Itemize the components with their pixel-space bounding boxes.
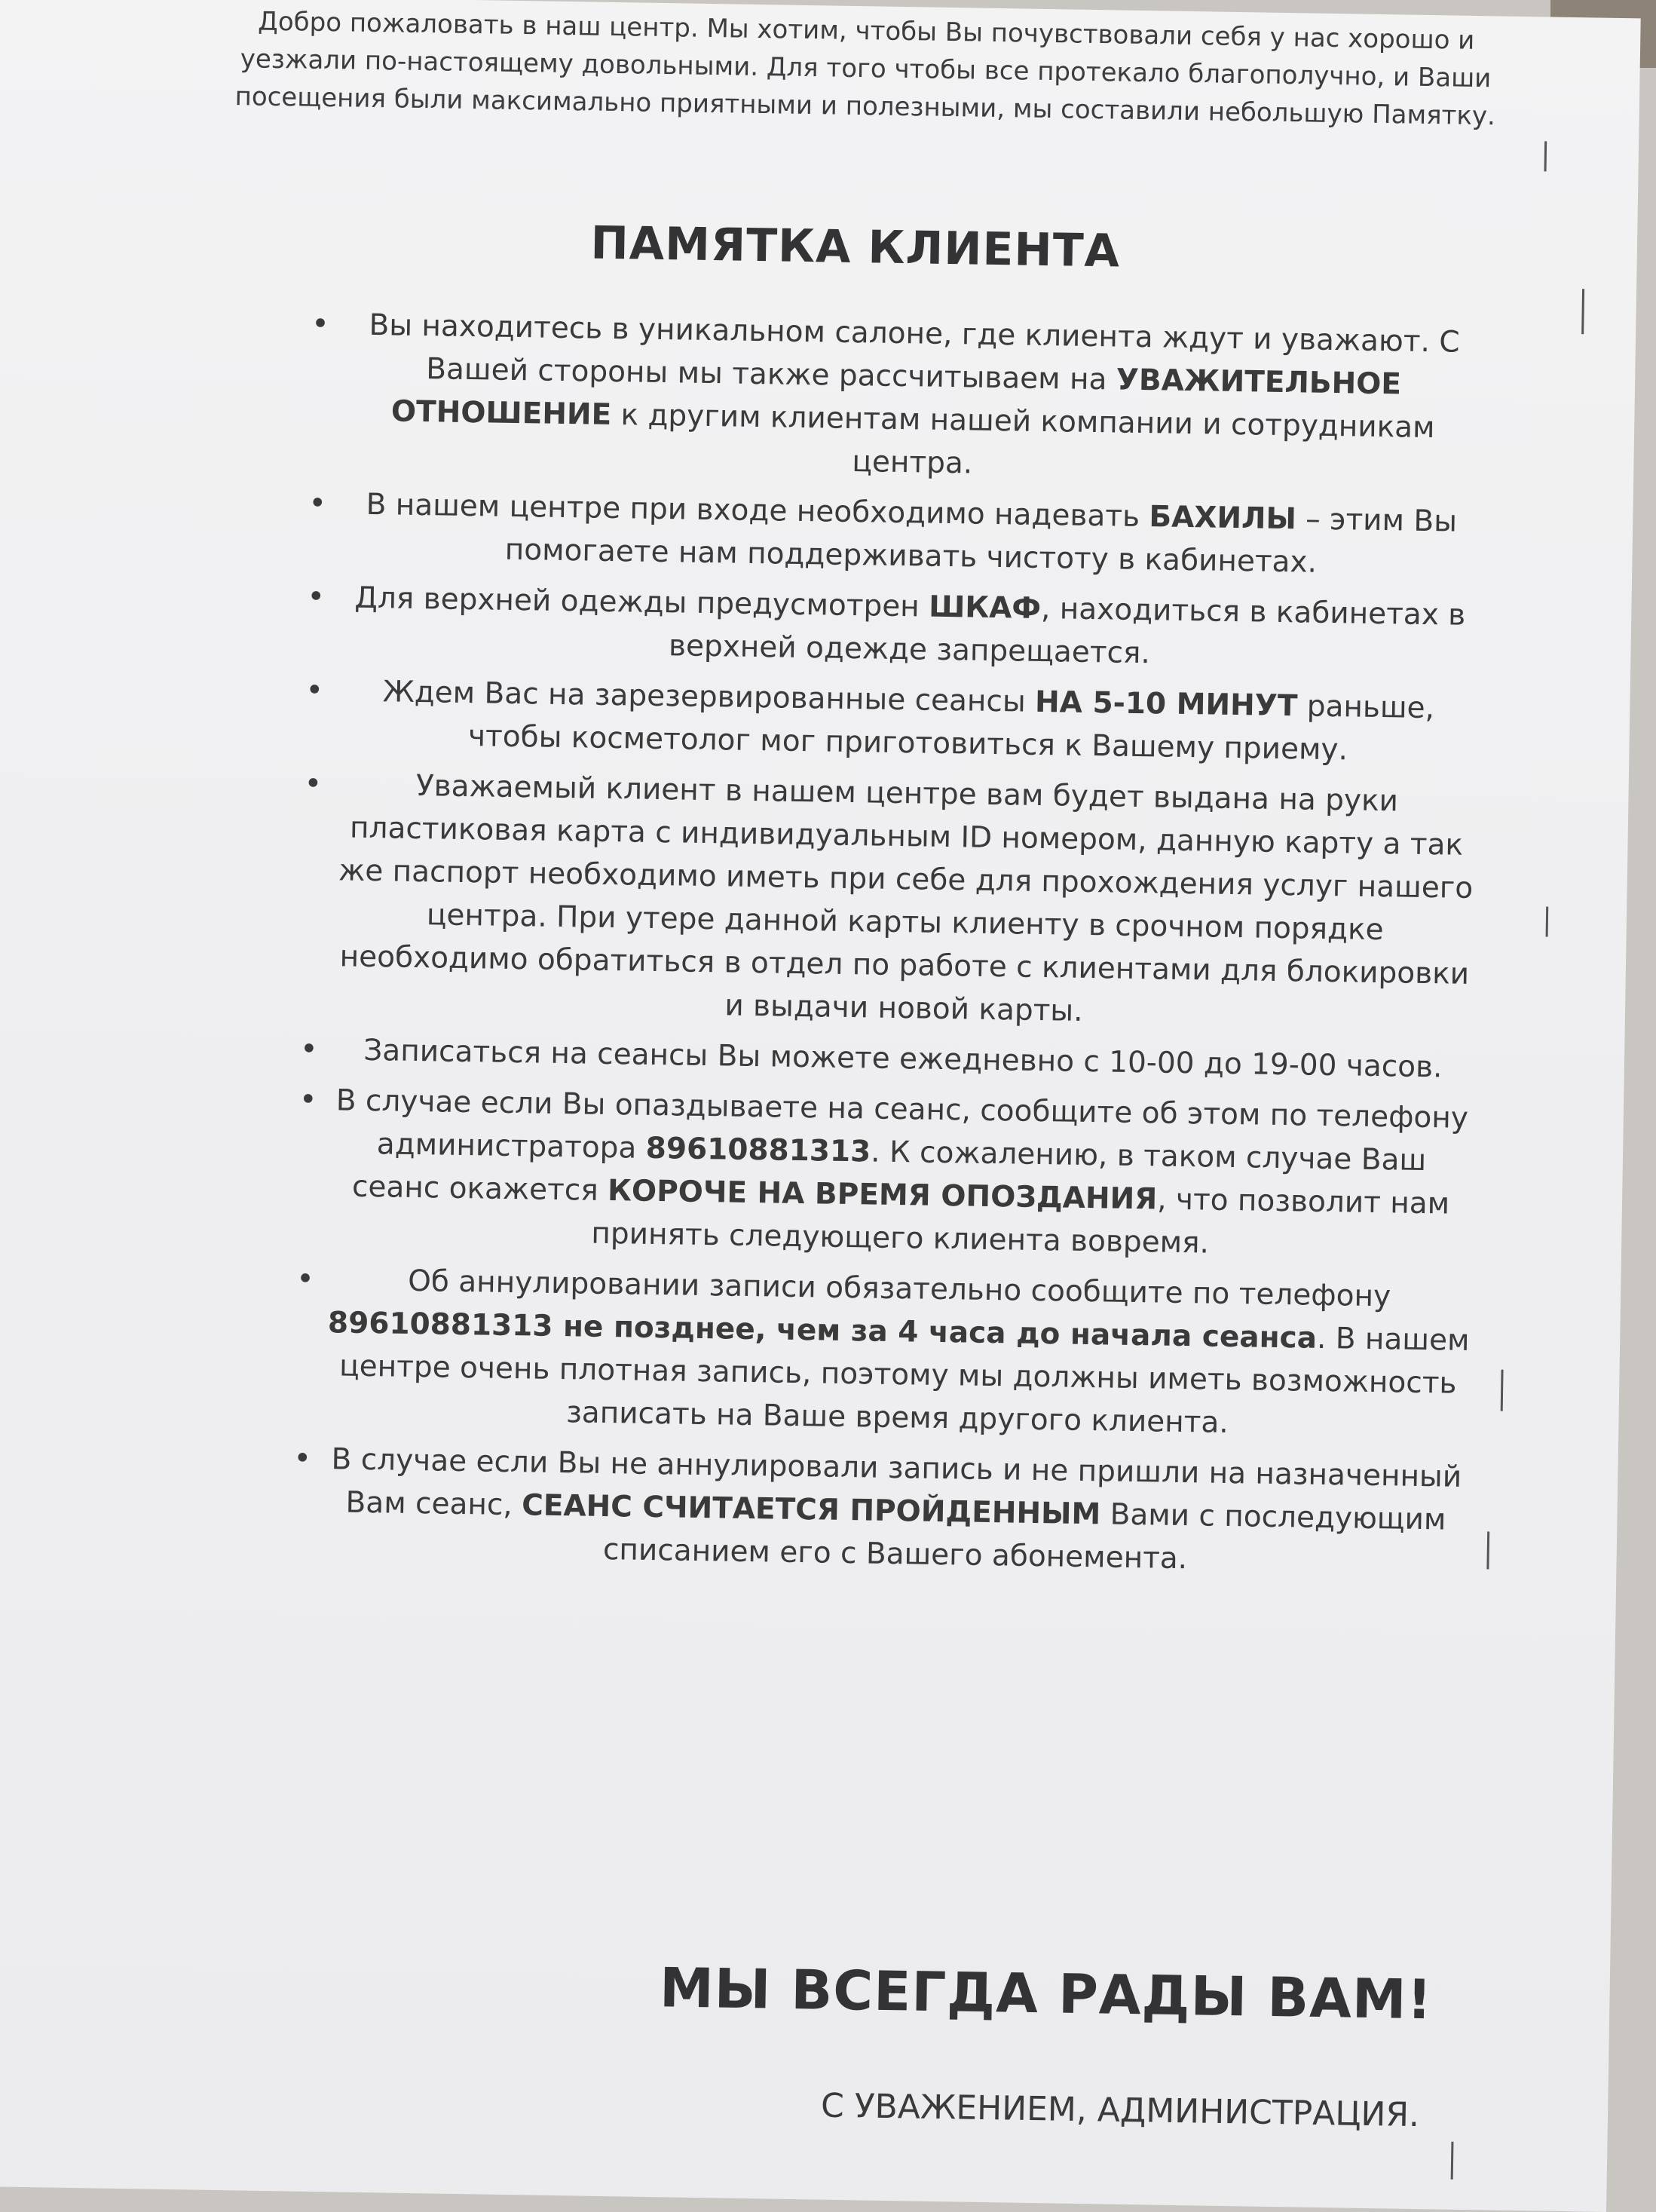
bullet-icon: • [305,672,324,709]
rule-item [300,1028,1477,1089]
rule-text: – этим Вы помогаете нам поддерживать чистоту в кабинетах. [504,502,1458,580]
rule-text: раньше, чтобы косметолог мог приготовиться к Вашему приему. [467,689,1435,767]
rule-item [294,1258,1472,1448]
rule-emphasis: КОРОЧЕ НА ВРЕМЯ ОПОЗДАНИЯ [607,1174,1158,1217]
rule-text: Для верхней одежды предусмотрен [354,581,929,624]
rule-item [301,763,1480,1039]
rule-emphasis: НА 5-10 МИНУТ [1034,685,1298,724]
rule-emphasis: 89610881313 не позднее, чем за 4 часа до начала сеанса [327,1306,1318,1356]
bullet-icon: • [295,1261,315,1297]
bullet-icon: • [304,766,323,801]
rule-text: , что позволит нам принять следующего клиента вовремя. [591,1182,1450,1261]
bullet-icon: • [293,1441,312,1476]
rule-item [308,483,1485,587]
rule-text: Об аннулировании записи обязательно сообщите по телефону [407,1264,1391,1314]
page-title: ПАМЯТКА КЛИЕНТА [590,216,1121,278]
rule-text: В случае если Вы опаздываете на сеанс, сообщите об этом по телефону администратора [335,1083,1469,1166]
rule-item [292,1438,1469,1585]
print-artifact [1501,1370,1504,1411]
rule-emphasis: БАХИЛЫ [1149,500,1297,537]
bullet-icon: • [308,486,327,522]
closing-slogan: МЫ ВСЕГДА РАДЫ ВАМ! [659,1956,1434,2032]
rule-text: Ждем Вас на зарезервированные сеансы [382,675,1036,719]
print-artifact [1486,1531,1489,1569]
bullet-icon: • [299,1031,318,1067]
rule-item [305,669,1482,774]
print-artifact [1451,2142,1454,2180]
rule-emphasis: 89610881313 [645,1131,871,1169]
rule-text: к другим клиентам нашей компании и сотрудникам центра. [611,397,1435,481]
rule-text: . К сожалению, в таком случае Ваш сеанс окажется [351,1135,1427,1209]
rule-text: , находиться в кабинетах в верхней одежде запрещается. [668,591,1466,671]
rule-emphasis: СЕАНС СЧИТАЕТСЯ ПРОЙДЕННЫМ [521,1488,1101,1532]
bullet-icon: • [311,306,330,342]
print-artifact [1581,289,1584,334]
print-artifact [1546,907,1549,937]
rule-emphasis: ШКАФ [928,590,1042,626]
print-artifact [1544,141,1547,171]
rule-item [306,576,1483,680]
rules-list [292,303,1487,1592]
rule-emphasis: УВАЖИТЕЛЬНОЕ ОТНОШЕНИЕ [390,363,1402,432]
rule-text: В нашем центре при входе необходимо надевать [366,487,1149,535]
rule-text: Уважаемый клиент в нашем центре вам будет выдана на руки пластиковая карта с индивидуальным ID номером, данную карту а так же паспорт необходимо иметь при себе для прохождения услуг нашего центра. При утере данной карты клиенту в срочном порядке необходимо обратиться в отдел по работе с клиентами для блокировки и выдачи новой карты. [338,768,1474,1028]
rule-text: . В нашем центре очень плотная запись, поэтому мы должны иметь возможность записать на Ваше время другого клиента. [338,1321,1470,1440]
rule-text: Вы находитесь в уникальном салоне, где клиента ждут и уважают. С Вашей стороны мы также рассчитываем на [369,308,1460,397]
bullet-icon: • [307,579,326,615]
bullet-icon: • [298,1082,317,1117]
rule-item [309,303,1487,493]
rule-text: Записаться на сеансы Вы можете ежедневно с 10-00 до 19-00 часов. [363,1033,1443,1085]
signature: С УВАЖЕНИЕМ, АДМИНИСТРАЦИЯ. [820,2086,1420,2135]
intro-paragraph: Добро пожаловать в наш центр. Мы хотим, чтобы Вы почувствовали себя у нас хорошо и уезжали по-настоящему довольными. Для того чтобы все протекало благополучно, и Ваши посещения были максимально приятными и полезными, мы составили небольшую Памятку. [234,6,1496,132]
rule-text: В случае если Вы не аннулировали запись и не пришли на назначенный Вам сеанс, [331,1442,1462,1523]
rule-text: Вами с последующим списанием его с Вашего абонемента. [602,1497,1446,1576]
rule-item [297,1079,1475,1269]
